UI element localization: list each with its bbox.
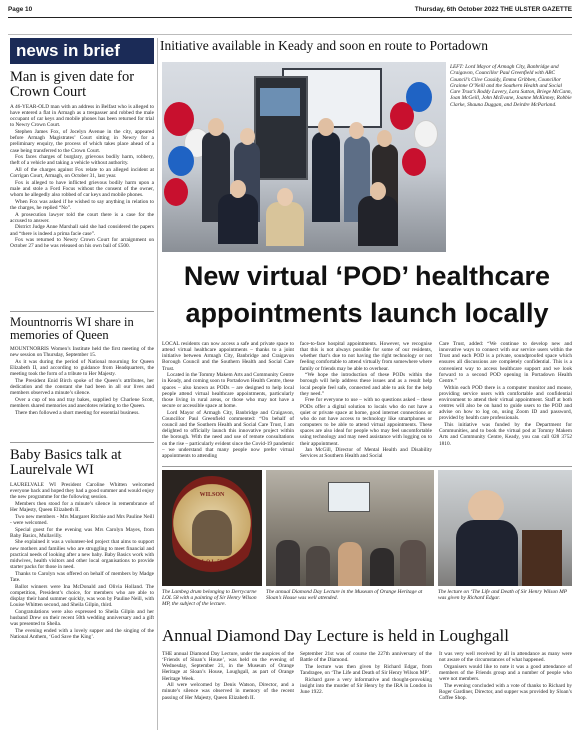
- brief3-body: [10, 482, 154, 730]
- brief3-headline: Baby Basics talk at Laurelvale WI: [10, 447, 122, 478]
- main-para: Free for everyone to use – with no questions asked – these PODs offer a digital solution to locals who do not have a quiet or private space at home, good internet connections or who do not have access to technology like smartphones or computers to be able to attend virtual appointments. These spaces are also ideal for people who may feel uncomfortable using technology and may need assistance with logging on to their appointment.: [300, 397, 432, 447]
- lecture-para: September 21st was of course the 227th anniversary of the Battle of the Diamond.: [300, 651, 432, 664]
- lectern: [522, 530, 562, 586]
- person: [230, 180, 246, 198]
- brief3-para: She explained it was a volunteer-led project that aims to support new mothers and families who are struggling to meet financial and practical needs of looking after a new baby. Baby Basics work with midwives, health visitors and other local organisations to provide starter packs for those in need.: [10, 539, 154, 571]
- brief1-para: Fox is alleged to have inflicted grievous bodily harm upon a male and stole a Ford Focus without the consent of the owner, whom he allegedly also robbed of car keys and mobile phones.: [10, 179, 154, 199]
- brief1-para: When Fox was asked if he wished to say anything in relation to the charges, he replied “No”.: [10, 198, 154, 211]
- header-rule: [8, 17, 572, 18]
- person: [208, 118, 224, 136]
- main-para: “We hope the introduction of these PODs within the borough will help address these issues and as a result help local people feel safe, connected and able to ask for the help they need.”: [300, 372, 432, 397]
- main-photo-caption: LEFT: Lord Mayor of Armagh City, Banbridge and Craigavon, Councillor Paul Greenfield with ABC Council’s Clive Cassidy, Emma Gribben, Councillor Grainne O’Neill and the Southern Health and Social Care Trust’s Roddy Lavery, Lara Sutton, Briege McCann, Joan McGeill, John McEvane, Joanne McKinney, Robbie Clarke, Shauna Duggan, and Deirdre McParland.: [450, 64, 572, 108]
- speaker-photo: [438, 470, 572, 586]
- lecture-headline: Annual Diamond Day Lecture is held in Loughgall: [162, 626, 509, 645]
- brief2-body: [10, 346, 154, 438]
- lecture-para: THE annual Diamond Day Lecture, under the auspices of the ‘Friends of Sloan’s House’, was held on the evening of Wednesday, September 21, in the Museum of Orange Heritage at Sloan’s House, Loughgall, as part of Orange Heritage Week.: [162, 651, 294, 682]
- brief3-para: Special guest for the evening was Mrs Carolyn Mayes, from Baby Basics, Mullavilly.: [10, 526, 154, 539]
- lecture-para: Richard gave a very informative and thought-provoking insight into the murder of Sir Henry by the IRA in London in June 1922.: [300, 676, 432, 695]
- brief3-para: The evening ended with a lovely supper and the singing of the National Anthem, ‘God Save the King’.: [10, 627, 154, 640]
- drum-label-bottom: L.O.L. 58: [201, 560, 223, 565]
- balloon: [414, 120, 438, 148]
- person: [318, 118, 334, 136]
- person: [358, 196, 398, 246]
- brief1-body: [10, 104, 154, 306]
- person: [349, 122, 364, 139]
- brief-divider: [10, 311, 154, 312]
- brief-divider: [10, 442, 154, 443]
- main-body-col2: [300, 341, 432, 463]
- main-para: Located in the Tommy Makem Arts and Community Centre in Keady, and coming soon to Portadown Health Centre, these spaces – also known as PODs – are designed to help local people attend virtual healthcare appointments, particularly those living in rural areas, or those who may not have a secure or accessible space at home.: [162, 372, 294, 410]
- projector-screen: [328, 482, 370, 512]
- main-para: Lord Mayor of Armagh City, Banbridge and Craigavon, Councillor Paul Greenfield commented: “On behalf of council and the Southern Health and Social Care Trust, I am delighted to officially launch this innovative project within the borough. With the need and use of remote consultations on the rise – particularly evident since the Covid-19 pandemic – we understand that many people now prefer virtual appointments to attending: [162, 409, 294, 459]
- lecture-caption-2: The annual Diamond Day Lecture in the Museum of Orange Heritage at Sloan’s House was well attended.: [266, 589, 423, 602]
- lecture-audience-photo: [266, 470, 434, 586]
- lecture-caption-1: The Lambeg drum belonging to Derrycarne LOL 58 with a painting of Sir Henry Wilson MP, the subject of the lecture.: [162, 589, 257, 608]
- page-number: Page 10: [8, 6, 33, 13]
- lecture-para: All were welcomed by Denis Watson, Director, and a minute’s silence was observed in memory of the recent passing of Her Majesty, Queen Elizabeth II.: [162, 682, 294, 701]
- person: [276, 540, 300, 586]
- brief1-para: A 46-YEAR-OLD man with an address in Belfast who is alleged to have entered a flat in Armagh as a trespasser and robbed the male occupant of car keys and mobile phones has been returned for trial to Newry Crown Court.: [10, 104, 154, 129]
- person: [266, 202, 304, 246]
- person: [370, 182, 386, 200]
- balloon: [390, 102, 414, 130]
- brief2-para: As it was during the period of National mourning for Queen Elizabeth II, and according to guidance from Headquarters, the meeting took the form of a tribute to Her Majesty.: [10, 358, 154, 378]
- lecture-body-col3: [439, 651, 572, 731]
- pod-launch-photo: [162, 62, 446, 252]
- person: [312, 132, 340, 222]
- speaker-head: [468, 490, 504, 524]
- lecture-body-col1: [162, 651, 294, 731]
- section-label: news in brief: [10, 38, 154, 64]
- balloon: [402, 148, 426, 176]
- main-kicker: Initiative available in Keady and soon en route to Portadown: [160, 38, 489, 53]
- pod-screen: [260, 88, 300, 116]
- brief2-headline: Mountnorris WI share in memories of Queen: [10, 315, 134, 342]
- brief3-para: Thanks to Carolyn was offered on behalf of members by Madge Tate.: [10, 570, 154, 583]
- person: [377, 130, 392, 147]
- brief1-para: Fox faces charges of burglary, grievous bodily harm, robbery, theft of a vehicle and taking a vehicle without authority.: [10, 154, 154, 167]
- brief1-para: A prosecution lawyer told the court there is a case for the accused to answer.: [10, 211, 154, 224]
- main-headline-line2: appointments launch locally: [185, 298, 549, 328]
- person: [218, 194, 258, 244]
- sub-rule: [8, 34, 572, 35]
- dateline: Thursday, 6th October 2022 THE ULSTER GAZETTE: [414, 6, 572, 13]
- brief3-para: Congratulations were also expressed to Sheila Gilpin and her husband Drew on their recent 50th wedding anniversary and a gift was presented to Sheila.: [10, 608, 154, 627]
- brief2-para: Over a cup of tea and tray bakes, supplied by Charlene Scott, members shared memories and anecdotes relating to the Queen.: [10, 396, 154, 409]
- person: [240, 128, 255, 145]
- brief2-para: The President Enid Birch spoke of the Queen’s attributes, her dedication and the constant she had been in all our lives and members observed a minute’s silence.: [10, 377, 154, 397]
- person: [400, 540, 426, 586]
- balloon: [168, 146, 194, 176]
- brief3-para: LAURELVALE WI President Caroline Whitten welcomed everyone back and hoped they had a good summer and would enjoy the new programme for the following session.: [10, 482, 154, 501]
- brief1-para: Fox was returned to Newry Crown Court for arraignment on October 27 and he was released on his own bail of £500.: [10, 237, 154, 250]
- main-para: Within each POD there is a computer monitor and mouse, providing service users with comfortable and confidential environment to attend their virtual appointment. Staff at both centres will also be on hand to guide users to the POD and advise on how to log on, using Zoom ID and password, provided by health care professionals.: [439, 384, 572, 422]
- brief1-para: District Judge Anne Marshall said she had considered the papers and “there is indeed a prima facie case”.: [10, 224, 154, 237]
- lecture-body-col2: [300, 651, 432, 731]
- main-headline-line1: New virtual ‘POD’ healthcare: [183, 261, 551, 291]
- drum-label-top: WILSON: [199, 492, 225, 498]
- person: [306, 546, 330, 586]
- brief2-para: MOUNTNORRIS Women’s Institute held the first meeting of the new session on Thursday, September 15.: [10, 346, 154, 359]
- story-divider: [162, 466, 572, 467]
- main-para: LOCAL residents can now access a safe and private space to attend virtual healthcare appointments – thanks to a joint initiative between Armagh City, Banbridge and Craigavon Borough Council and the Southern Health and Social Care Trust.: [162, 341, 294, 372]
- person: [370, 548, 394, 586]
- column-divider: [157, 38, 158, 730]
- brief1-para: All of the charges against Fox relate to an alleged incident at Corrigan Court, Armagh, on October 31, last year.: [10, 167, 154, 180]
- brief1-para: Stephen James Fox, of Jocelyn Avenue in the city, appeared before Armagh Magistrates’ Court sitting in Newry for a preliminary enquiry, the process of which takes place ahead of a case being transferred to the Crown Court.: [10, 129, 154, 154]
- person: [338, 542, 362, 586]
- brief3-para: Two new members - Mrs Margaret Ritchie and Mrs Pauline Neill - were welcomed.: [10, 513, 154, 526]
- lambeg-drum-photo: [162, 470, 262, 586]
- brief1-headline: Man is given date for Crown Court: [10, 69, 135, 100]
- lecture-para: Organisers would like to note it was a good attendance of members of the Friends group and a number of people who were not members.: [439, 663, 572, 683]
- page-header: [8, 4, 572, 16]
- portrait-shape: [192, 510, 232, 556]
- speaker-body: [456, 520, 518, 586]
- brief3-para: Members then stood for a minute’s silence in remembrance of Her Majesty, Queen Elizabeth II.: [10, 500, 154, 514]
- main-para: Jan McGill, Director of Mental Health and Disability Services at Southern Health and Social: [300, 447, 432, 460]
- main-para: face-to-face hospital appointments. However, we recognise that this is not always possible for some of our residents, whether that’s due to not having the right technology or not feeling comfortable to attend virtually from somewhere where family or friends may be able to overhear.: [300, 341, 432, 372]
- brief2-para: There then followed a short meeting for essential business.: [15, 409, 140, 416]
- lecture-para: The lecture was then given by Richard Edgar, from Tandragee, on ‘The Life and Death of Sir Henry Wilson MP’.: [300, 663, 432, 676]
- main-para: Care Trust, added: “We continue to develop new and innovative ways to connect with our service users within the Trust and each POD is a private, soundproofed space which ensures all discussions are completely confidential. This is a convenient way to access healthcare support and we look forward to a second POD opening in Portadown Health Centre.”: [439, 341, 572, 384]
- main-headline: [162, 258, 572, 338]
- brief3-para: Ballot winners were Ina McDonald and Olivia Holland. The competition, President’s choice, for members who are able to display their hand summer quickly, was won by Pauline Neill, with Louise Whitten second, and Sheila Gilpin, third.: [10, 583, 154, 608]
- main-para: This initiative was funded by the Department for Communities, and to book the virtual pod at Tommy Makem Arts and Community Centre, Keady, you can call 028 3752 1810.: [439, 422, 572, 447]
- lecture-para: It was very well received by all in attendance as many were not aware of the circumstances of what happened.: [439, 651, 572, 664]
- person: [277, 188, 293, 206]
- main-body-col3: [439, 341, 572, 463]
- main-body-col1: [162, 341, 294, 463]
- lecture-para: The evening concluded with a vote of thanks to Richard by Roger Gardiner, Director, and supper was provided by Sloan’s Coffee Shop.: [439, 682, 572, 702]
- balloon: [164, 178, 188, 206]
- lecture-caption-3: The lecture on ‘The Life and Death of Sir Henry Wilson MP was given by Richard Edgar.: [438, 589, 567, 602]
